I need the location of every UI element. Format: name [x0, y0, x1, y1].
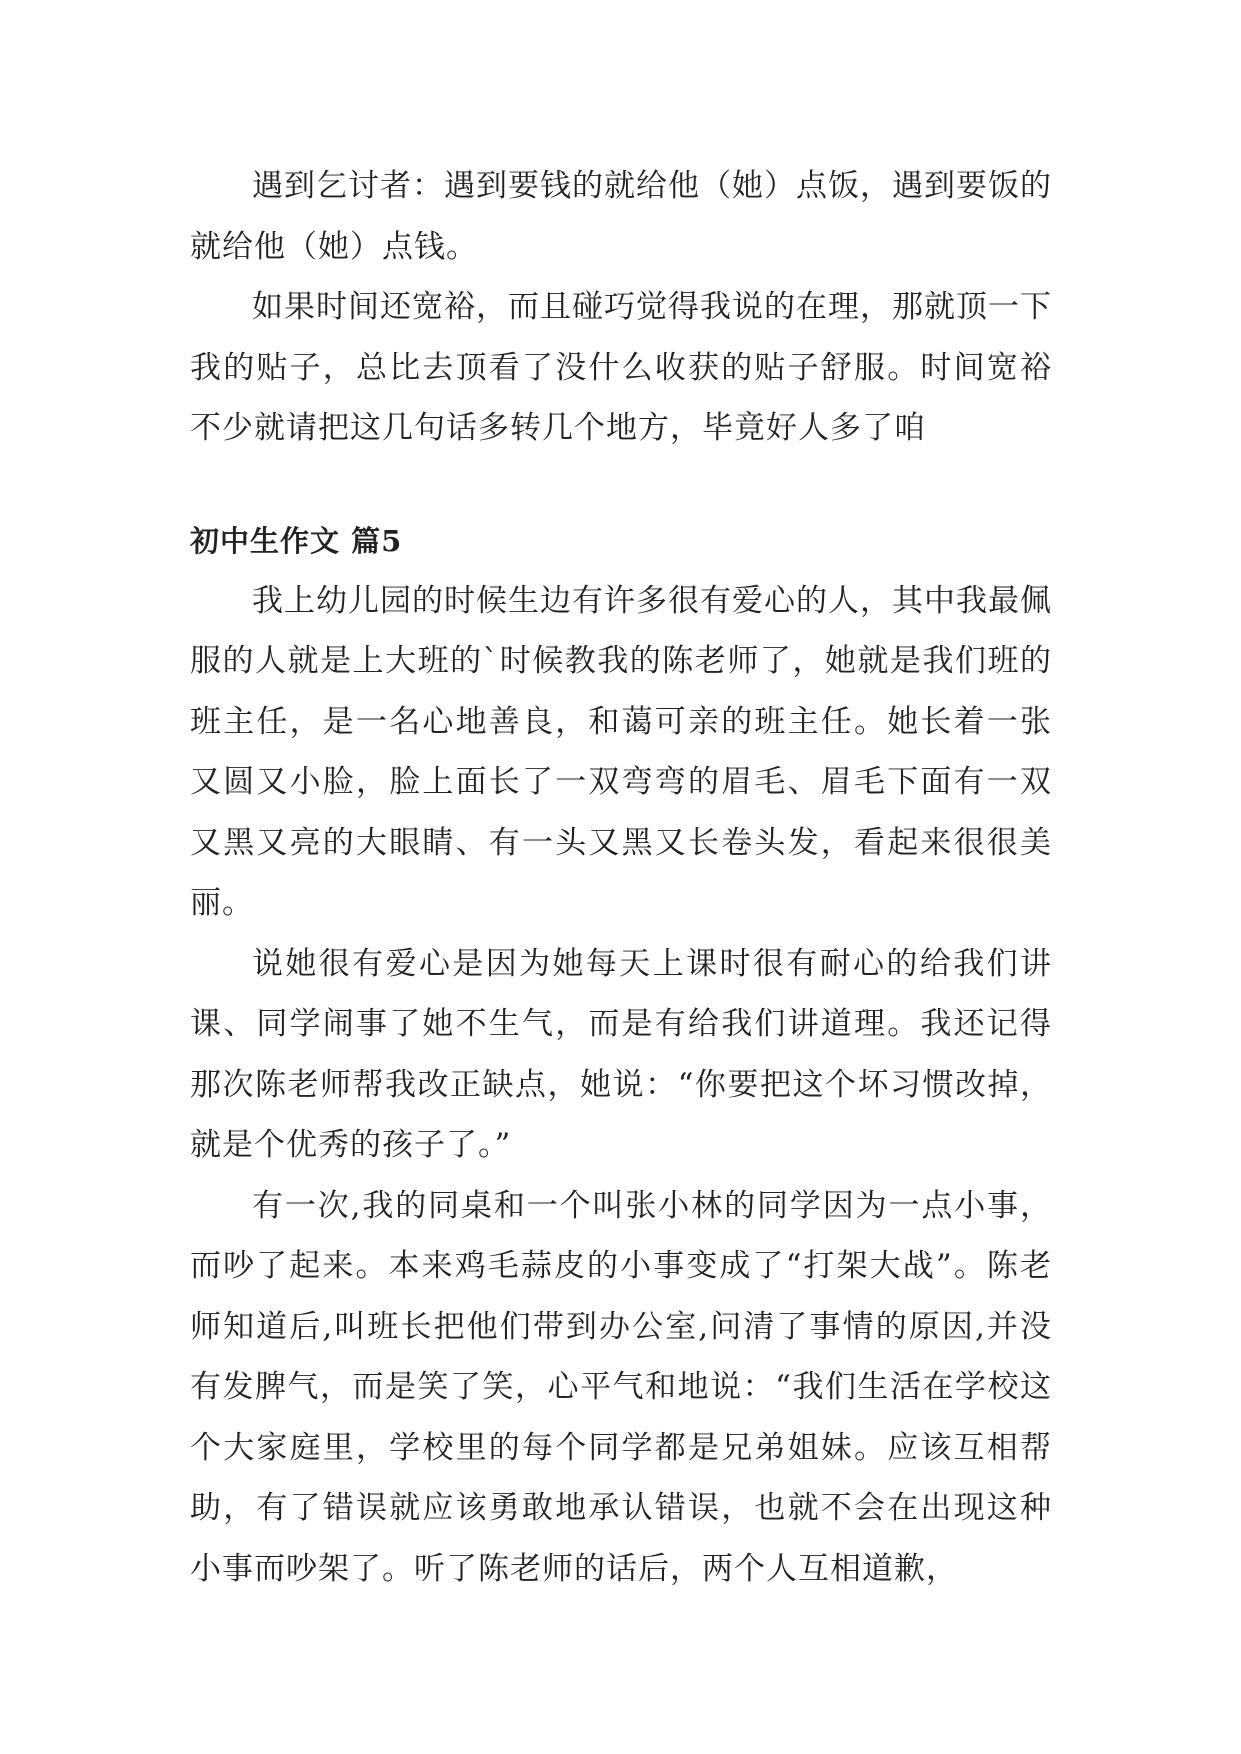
essay-paragraph-3: 有一次,我的同桌和一个叫张小林的同学因为一点小事，而吵了起来。本来鸡毛蒜皮的小事变成了“打架大战”。陈老师知道后,叫班长把他们带到办公室,问清了事情的原因,并没有发脾气，而是笑了笑，心平气和地说：“我们生活在学校这个大家庭里，学校里的每个同学都是兄弟姐妹。应该互相帮助，有了错误就应该勇敢地承认错误，也就不会在出现这种小事而吵架了。听了陈老师的话后，两个人互相道歉， — [190, 1187, 1052, 1587]
intro-paragraph-1: 遇到乞讨者：遇到要钱的就给他（她）点饭，遇到要饭的就给他（她）点钱。 — [190, 168, 1052, 265]
intro-paragraph-2: 如果时间还宽裕，而且碰巧觉得我说的在理，那就顶一下我的贴子，总比去顶看了没什么收获的贴子舒服。时间宽裕不少就请把这几句话多转几个地方，毕竟好人多了咱 — [190, 289, 1052, 446]
section-title: 初中生作文 篇5 — [190, 523, 403, 558]
essay-paragraph-2: 说她很有爱心是因为她每天上课时很有耐心的给我们讲课、同学闹事了她不生气，而是有给我们讲道理。我还记得那次陈老师帮我改正缺点，她说：“你要把这个坏习惯改掉，就是个优秀的孩子了。” — [190, 945, 1052, 1163]
document-page — [190, 156, 1052, 1599]
essay-paragraph-1: 我上幼儿园的时候生边有许多很有爱心的人，其中我最佩服的人就是上大班的`时候教我的陈老师了，她就是我们班的班主任，是一名心地善良，和蔼可亲的班主任。她长着一张又圆又小脸，脸上面长了一双弯弯的眉毛、眉毛下面有一双又黑又亮的大眼睛、有一头又黑又长卷头发，看起来很很美丽。 — [190, 582, 1052, 921]
section-spacer — [190, 459, 1052, 511]
